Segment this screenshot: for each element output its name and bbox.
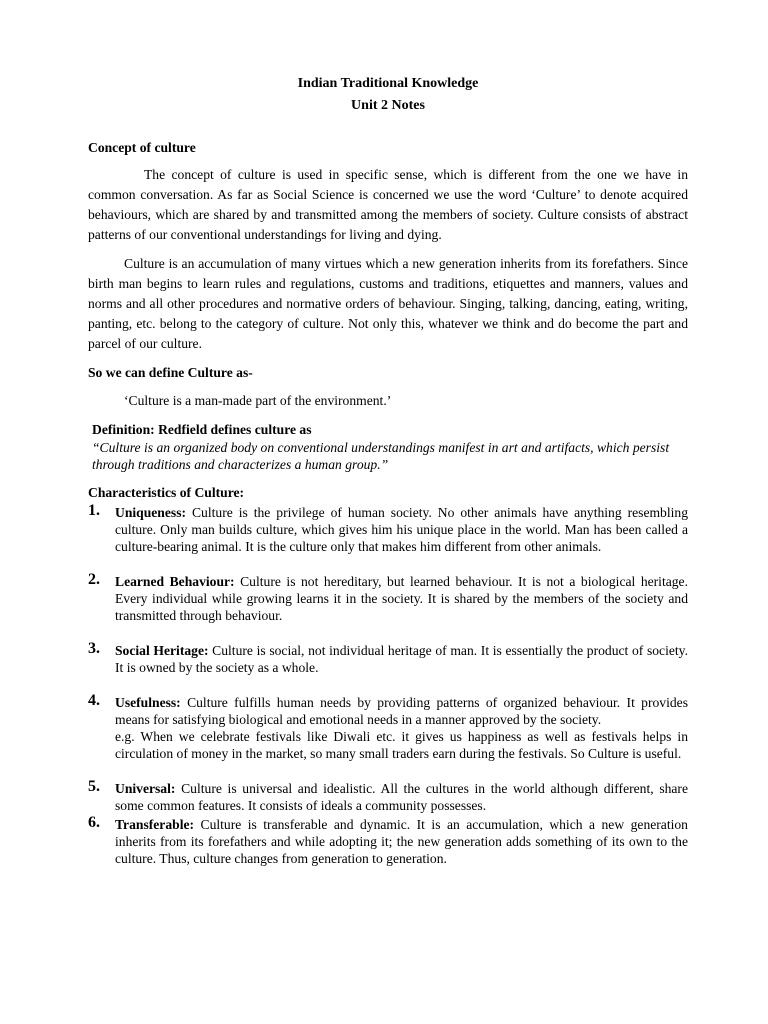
item-term: Usefulness: <box>115 695 181 710</box>
item-number: 5. <box>88 778 100 795</box>
item-term: Universal: <box>115 781 176 796</box>
item-text: Culture fulfills human needs by providing patterns of organized behaviour. It provides means for satisfying biological and emotional needs in a manner approved by the society. <box>115 695 688 727</box>
characteristics-heading: Characteristics of Culture: <box>88 485 245 500</box>
list-item <box>88 573 688 624</box>
item-text: Culture is not hereditary, but learned behaviour. It is not a biological heritage. Every individual while growing learns it in the society. It is shared by the members of the society and transmitted through behaviour. <box>115 574 688 623</box>
item-number: 3. <box>88 640 100 657</box>
concept-heading: Concept of culture <box>88 140 196 155</box>
item-term: Social Heritage: <box>115 643 209 658</box>
list-item <box>88 642 688 676</box>
item-text: Culture is universal and idealistic. All the cultures in the world although different, share some common features. It consists of ideals a community possesses. <box>115 781 688 813</box>
item-term: Transferable: <box>115 817 195 832</box>
definition-heading: Definition: Redfield defines culture as <box>92 422 312 437</box>
characteristics-list <box>88 504 688 867</box>
define-heading: So we can define Culture as- <box>88 365 253 380</box>
document-subtitle: Unit 2 Notes <box>351 98 425 113</box>
definition-text: “Culture is an organized body on conventional understandings manifest in art and artifacts, which persist through traditions and characterizes a human group.” <box>92 440 670 472</box>
item-term: Learned Behaviour: <box>115 574 235 589</box>
item-number: 1. <box>88 502 100 519</box>
item-text: Culture is transferable and dynamic. It is an accumulation, which a new generation inherits from its forefathers and while adopting it; the new generation adds something of its own to the culture. Thus, culture changes from generation to generation. <box>115 817 688 866</box>
list-item <box>88 816 688 867</box>
concept-paragraph-1: The concept of culture is used in specific sense, which is different from the one we have in common conversation. As far as Social Science is concerned we use the word ‘Culture’ to denote acquired behaviours, which are shared by and transmitted among the members of society. Culture consists of abstract patterns of our conventional understandings for living and dying. <box>88 167 688 242</box>
item-number: 2. <box>88 571 100 588</box>
item-text: Culture is the privilege of human society. No other animals have anything resembling culture. Only man builds culture, which gives him his unique place in the world. Man has been called a culture-bearing animal. It is the culture only that makes him different from other animals. <box>115 505 688 554</box>
document-title: Indian Traditional Knowledge <box>297 76 479 91</box>
list-item <box>88 780 688 814</box>
item-number: 6. <box>88 814 100 831</box>
concept-paragraph-2: Culture is an accumulation of many virtues which a new generation inherits from its forefathers. Since birth man begins to learn rules and regulations, customs and traditions, etiquettes and manners, values and norms and all other procedures and normative orders of behaviour. Singing, talking, dancing, eating, writing, panting, etc. belong to the category of culture. Not only this, whatever we think and do become the part and parcel of our culture. <box>88 256 688 351</box>
item-text: Culture is social, not individual heritage of man. It is essentially the product of society. It is owned by the society as a whole. <box>115 643 688 675</box>
document-body <box>88 73 688 867</box>
item-number: 4. <box>88 692 100 709</box>
list-item <box>88 694 688 762</box>
item-term: Uniqueness: <box>115 505 187 520</box>
list-item <box>88 504 688 555</box>
define-quote: ‘Culture is a man-made part of the environment.’ <box>124 393 392 408</box>
item-example: e.g. When we celebrate festivals like Diwali etc. it gives us happiness as well as festivals helps in circulation of money in the market, so many small traders earn during the festivals. So Culture is useful. <box>115 729 688 761</box>
